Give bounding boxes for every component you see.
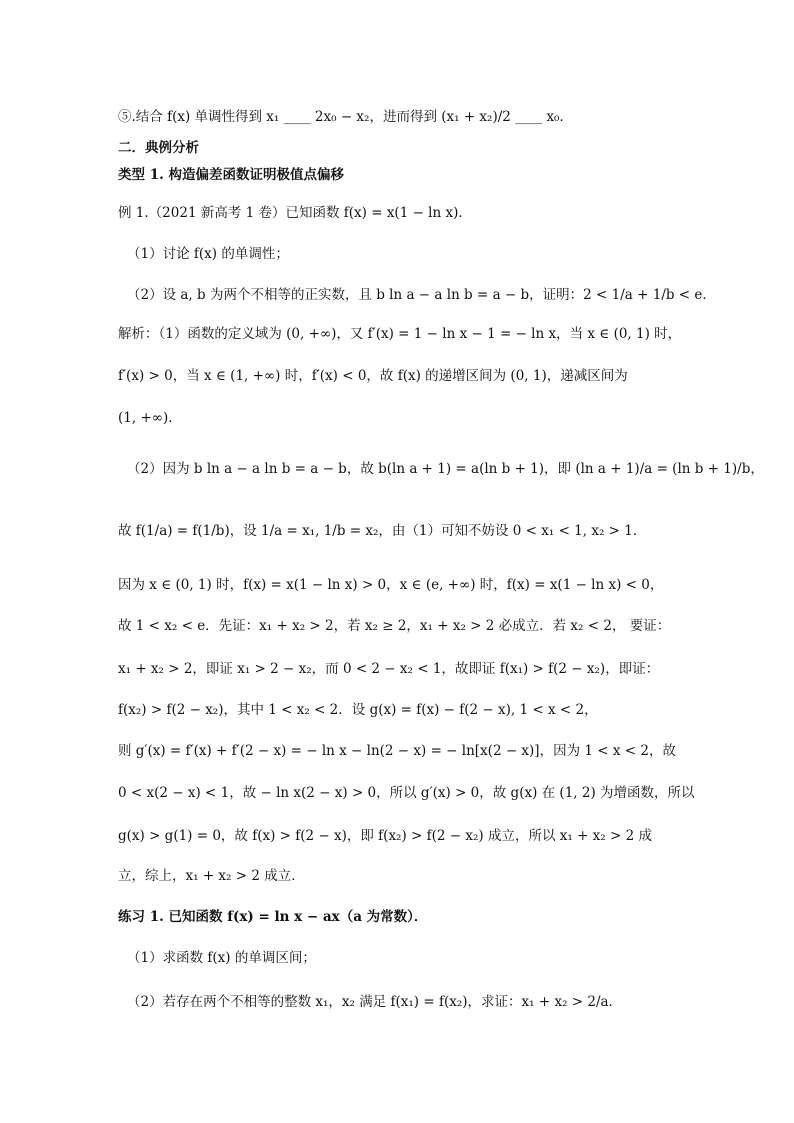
solution-line-1: 解析：（1）函数的定义域为 (0, +∞)，又 f′(x) = 1 − ln x − 1 = − ln x，当 x ∈ (0, 1) 时， xyxy=(118,326,682,342)
solution-part-2-line-7: 则 g′(x) = f′(x) + f′(2 − x) = − ln x − ln(2 − x) = − ln[x(2 − x)]，因为 1 < x < 2，故 xyxy=(118,743,676,759)
solution-part-2-line-2: 故 f(1/a) = f(1/b)，设 1/a = x₁, 1/b = x₂，由（1）可知不妨设 0 < x₁ < 1, x₂ > 1． xyxy=(118,523,647,539)
solution-part-2-line-8: 0 < x(2 − x) < 1，故 − ln x(2 − x) > 0，所以 g′(x) > 0，故 g(x) 在 (1, 2) 为增函数，所以 xyxy=(118,785,695,801)
solution-part-2-line-6: f(x₂) > f(2 − x₂)，其中 1 < x₂ < 2．设 g(x) = f(x) − f(2 − x), 1 < x < 2， xyxy=(118,702,598,718)
solution-part-2-line-1: （2）因为 b ln a − a ln b = a − b，故 b(ln a + 1) = a(ln b + 1)，即 (ln a + 1)/a = (ln b + 1)/b， xyxy=(127,461,764,477)
solution-line-2: f′(x) > 0，当 x ∈ (1, +∞) 时，f′(x) < 0，故 f(x) 的递增区间为 (0, 1)，递减区间为 xyxy=(118,368,628,384)
example-1-part-2: （2）设 a, b 为两个不相等的正实数，且 b ln a − a ln b = a − b，证明：2 < 1/a + 1/b < e． xyxy=(127,287,716,303)
exercise-1-part-2: （2）若存在两个不相等的整数 x₁，x₂ 满足 f(x₁) = f(x₂)，求证：x₁ + x₂ > 2/a． xyxy=(127,994,623,1010)
solution-part-2-line-5: x₁ + x₂ > 2，即证 x₁ > 2 − x₂，而 0 < 2 − x₂ < 1，故即证 f(x₁) > f(2 − x₂)，即证： xyxy=(118,661,660,677)
solution-part-2-line-4: 故 1 < x₂ < e．先证：x₁ + x₂ > 2，若 x₂ ≥ 2，x₁ + x₂ > 2 必成立．若 x₂ < 2， 要证： xyxy=(118,618,671,634)
solution-part-2-line-3: 因为 x ∈ (0, 1) 时，f(x) = x(1 − ln x) > 0，x ∈ (e, +∞) 时，f(x) = x(1 − ln x) < 0， xyxy=(118,577,664,593)
exercise-1-part-1: （1）求函数 f(x) 的单调区间； xyxy=(127,950,316,966)
solution-part-2-line-9: g(x) > g(1) = 0，故 f(x) > f(2 − x)，即 f(x₂) > f(2 − x₂) 成立，所以 x₁ + x₂ > 2 成 xyxy=(118,828,652,844)
example-1-statement: 例 1.（2021 新高考 1 卷）已知函数 f(x) = x(1 − ln x)． xyxy=(118,205,472,221)
step-5-line: ⑤.结合 f(x) 单调性得到 x₁ ____ 2x₀ − x₂，进而得到 (x₁ + x₂)/2 ____ x₀． xyxy=(118,109,573,125)
example-1-part-1: （1）讨论 f(x) 的单调性； xyxy=(127,246,289,262)
type-1-heading: 类型 1. 构造偏差函数证明极值点偏移 xyxy=(118,167,344,183)
solution-line-3: (1, +∞)． xyxy=(118,410,182,426)
solution-part-2-line-10: 立，综上，x₁ + x₂ > 2 成立． xyxy=(118,868,305,884)
exercise-1-statement: 练习 1. 已知函数 f(x) = ln x − ax（a 为常数）． xyxy=(118,909,428,925)
section-heading-typical-examples: 二．典例分析 xyxy=(118,140,199,156)
